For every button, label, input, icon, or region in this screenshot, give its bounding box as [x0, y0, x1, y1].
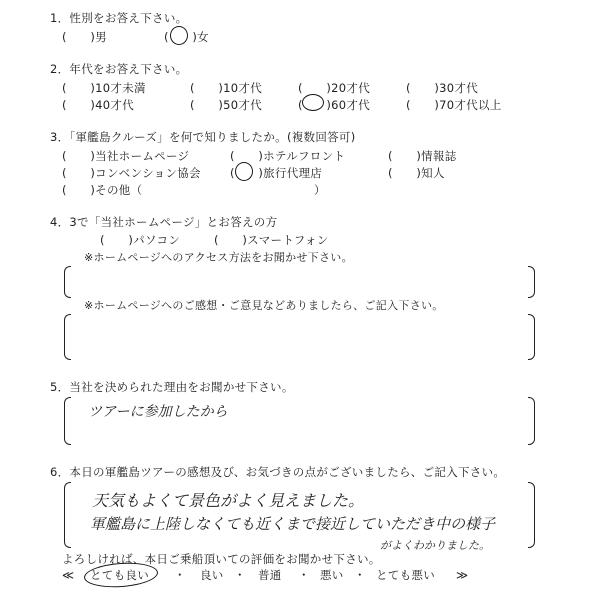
- q4-access-method-field[interactable]: [72, 266, 526, 298]
- rating-separator: ・: [298, 568, 310, 582]
- q1-option-male[interactable]: ( )男: [62, 30, 107, 44]
- answer-box-right-bracket: [528, 314, 535, 360]
- answer-box-right-bracket: [528, 397, 535, 445]
- selected-circle-mark: [235, 162, 253, 181]
- q5-title: 5．当社を決められた理由をお聞かせ下さい。: [50, 380, 294, 394]
- q3-option-hotel-front[interactable]: ( )ホテルフロント: [230, 149, 346, 163]
- q3-option-convention[interactable]: ( )コンベンション協会: [62, 166, 201, 180]
- answer-box-left-bracket: [64, 314, 71, 360]
- q1-option-female[interactable]: ( )女: [164, 30, 209, 44]
- q4-option-smartphone[interactable]: ( )スマートフォン: [214, 233, 329, 247]
- q1-title: 1．性別をお答え下さい。: [50, 11, 188, 25]
- q2-option-under10[interactable]: ( )10才未満: [62, 81, 146, 95]
- answer-box-left-bracket: [64, 482, 71, 548]
- q3-option-acquaintance[interactable]: ( )知人: [388, 166, 445, 180]
- rating-separator: ・: [354, 568, 366, 582]
- answer-box-left-bracket: [64, 397, 71, 445]
- rating-option-bad[interactable]: 悪い: [320, 568, 344, 582]
- q2-option-40s[interactable]: ( )40才代: [62, 98, 135, 112]
- q2-option-50s[interactable]: ( )50才代: [190, 98, 263, 112]
- q2-option-30s[interactable]: ( )30才代: [406, 81, 479, 95]
- rating-option-average[interactable]: 普通: [258, 568, 282, 582]
- rating-option-very-good[interactable]: とても良い: [90, 568, 149, 582]
- q6-handwritten-line-3[interactable]: がよくわかりました。: [380, 539, 490, 552]
- q2-title: 2．年代をお答え下さい。: [50, 62, 188, 76]
- q3-other-close-paren: ）: [314, 183, 326, 197]
- rating-separator: ・: [234, 568, 246, 582]
- rating-separator: ・: [174, 568, 186, 582]
- q2-option-60s[interactable]: ( )60才代: [298, 98, 371, 112]
- selected-circle-mark: [170, 26, 188, 45]
- q6-handwritten-line-2[interactable]: 軍艦島に上陸しなくても近くまで接近していただき中の様子: [90, 515, 496, 533]
- q4-impressions-field[interactable]: [72, 314, 526, 360]
- q2-option-70s-plus[interactable]: ( )70才代以上: [406, 98, 502, 112]
- q4-impressions-label: ※ホームページへのご感想・ご意見などありましたら、ご記入下さい。: [84, 299, 444, 312]
- rating-option-very-bad[interactable]: とても悪い: [376, 568, 435, 582]
- q4-option-pc[interactable]: ( )パソコン: [100, 233, 181, 247]
- selected-circle-mark: [302, 94, 324, 111]
- q3-title: 3．「軍艦島クルーズ」を何で知りましたか。(複数回答可): [50, 130, 356, 144]
- answer-box-left-bracket: [64, 266, 71, 298]
- q2-option-20s[interactable]: ( )20才代: [298, 81, 371, 95]
- answer-box-right-bracket: [528, 482, 535, 548]
- q3-option-homepage[interactable]: ( )当社ホームページ: [62, 149, 190, 163]
- answer-box-right-bracket: [528, 266, 535, 298]
- rating-option-good[interactable]: 良い: [200, 568, 224, 582]
- rating-close-bracket: ≫: [456, 568, 469, 582]
- q4-title: 4．3で「当社ホームページ」とお答えの方: [50, 215, 278, 229]
- q4-access-method-label: ※ホームページへのアクセス方法をお聞かせ下さい。: [84, 251, 353, 264]
- q3-option-magazine[interactable]: ( )情報誌: [388, 149, 457, 163]
- rating-open-bracket: ≪: [62, 568, 75, 582]
- q6-handwritten-line-1[interactable]: 天気もよくて景色がよく見えました。: [92, 491, 365, 510]
- q3-option-other[interactable]: ( )その他（: [62, 183, 143, 197]
- q2-option-10s[interactable]: ( )10才代: [190, 81, 263, 95]
- rating-prompt: よろしければ、本日ご乗船頂いての評価をお聞かせ下さい。: [62, 552, 381, 566]
- q6-title: 6．本日の軍艦島ツアーの感想及び、お気づきの点がございましたら、ご記入下さい。: [50, 465, 506, 479]
- q5-handwritten-answer[interactable]: ツアーに参加したから: [88, 404, 228, 420]
- q3-option-travel-agency[interactable]: ( )旅行代理店: [230, 166, 323, 180]
